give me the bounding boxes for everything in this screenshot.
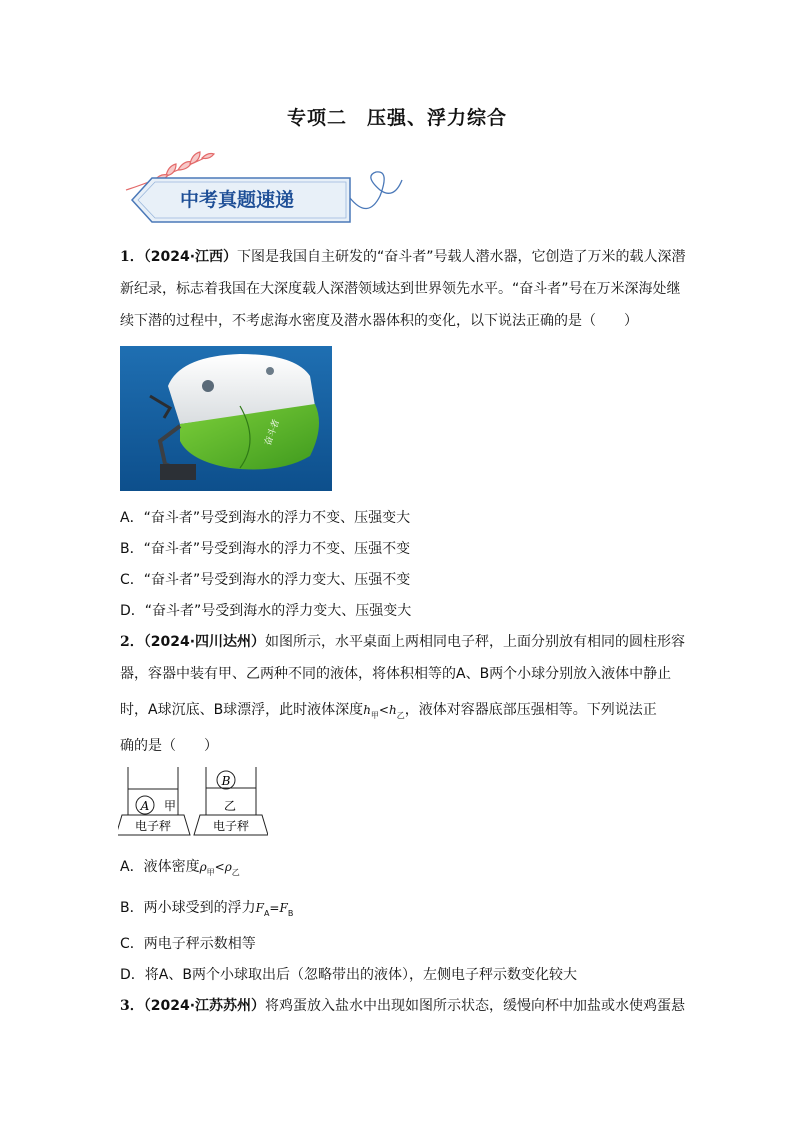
q2-opt-a-text: A．液体密度 [120,859,200,875]
scale-right-label: 电子秤 [212,819,250,833]
q1-option-c: C．“奋斗者”号受到海水的浮力变大、压强不变 [120,572,411,588]
q1-option-d: D．“奋斗者”号受到海水的浮力变大、压强变大 [120,603,412,619]
q3-line1 [120,996,686,1016]
f-a-sub: A [263,908,270,918]
q2-text1: 如图所示，水平桌面上两相同电子秤，上面分别放有相同的圆柱形容 [265,634,686,650]
q3-source: （2024·江苏苏州） [143,998,266,1014]
q2-text3b: ，液体对容器底部压强相等。下列说法正 [404,702,657,718]
q2-option-a [120,857,240,883]
f-a: F [255,901,264,915]
liquid-jia-label: 甲 [164,799,177,813]
q2-option-b [120,898,293,924]
f-eq: = [269,901,280,915]
h-yi: h [388,703,397,717]
section-banner [118,150,408,230]
q1-option-a: A．“奋斗者”号受到海水的浮力不变、压强变大 [120,510,411,526]
two-scales-figure [118,765,268,840]
h-jia: h [363,703,371,717]
h-lt: < [378,703,389,717]
f-b: F [279,901,288,915]
ball-b-label: B [221,774,231,788]
ball-a-label: A [140,799,150,813]
q2-line2: 器，容器中装有甲、乙两种不同的液体，将体积相等的A、B两个小球分别放入液体中静止 [120,666,672,682]
rho-lt: < [214,860,225,874]
q1-option-b: B．“奋斗者”号受到海水的浮力不变、压强不变 [120,541,411,557]
q2-line4: 确的是（ ） [120,738,218,754]
q2-source: （2024·四川达州） [143,634,266,650]
page-title: 专项二 压强、浮力综合 [286,107,507,129]
q1-text1: 下图是我国自主研发的“奋斗者”号载人潜水器，它创造了万米的载人深潜 [237,249,686,265]
rho-jia-sub: 甲 [206,867,215,877]
h-yi-sub: 乙 [396,710,405,720]
submersible-name: 奋斗者 [263,418,283,448]
q3-number: 3． [120,998,144,1014]
f-b-sub: B [287,908,294,918]
rho-yi: ρ [224,860,232,874]
q3-text1: 将鸡蛋放入盐水中出现如图所示状态，缓慢向杯中加盐或水使鸡蛋悬 [265,998,686,1014]
rho-jia: ρ [199,860,207,874]
submersible-photo [120,346,332,491]
q1-line1 [120,247,686,267]
banner-graphic [118,150,408,230]
q2-opt-b-text: B．两小球受到的浮力 [120,900,256,916]
scale-left-label: 电子秤 [134,819,172,833]
q1-line3: 续下潜的过程中，不考虑海水密度及潜水器体积的变化，以下说法正确的是（ ） [120,313,638,329]
q2-line3 [120,700,680,726]
q1-number: 1． [120,249,144,265]
q2-option-d: D．将A、B两个小球取出后（忽略带出的液体），左侧电子秤示数变化较大 [120,967,577,983]
q2-line1 [120,632,686,652]
q2-text3a: 时，A球沉底、B球漂浮，此时液体深度 [120,702,364,718]
liquid-yi-label: 乙 [224,799,237,813]
banner-label: 中考真题速递 [180,189,295,211]
h-jia-sub: 甲 [370,710,379,720]
q2-number: 2． [120,634,144,650]
q1-line2: 新纪录，标志着我国在大深度载人深潜领域达到世界领先水平。“奋斗者”号在万米深海处继 [120,281,681,297]
rho-yi-sub: 乙 [231,867,240,877]
q2-option-c: C．两电子秤示数相等 [120,936,256,952]
q1-source: （2024·江西） [143,249,238,265]
